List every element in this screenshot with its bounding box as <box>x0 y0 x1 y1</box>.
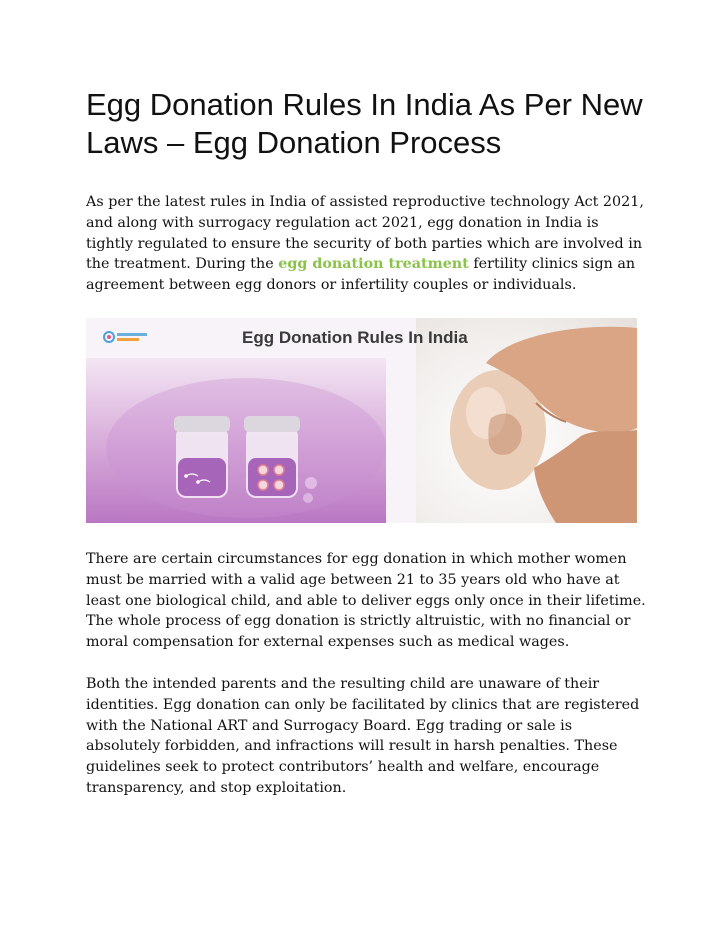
hand-holding-egg-illustration <box>416 318 637 523</box>
banner-heading: Egg Donation Rules In India <box>242 328 468 347</box>
specimen-jars-illustration <box>86 358 386 523</box>
hand-holding-egg-panel <box>416 318 637 523</box>
purple-lab-panel <box>86 358 386 523</box>
clinic-logo <box>102 328 150 346</box>
egg-donation-treatment-link[interactable]: egg donation treatment <box>278 256 469 273</box>
eligibility-paragraph: There are certain circumstances for egg donation in which mother women must be married with a valid age between 21 to 35 years old who have at least one biological child, and able to deliver eggs only once in their lifetime. The whole process of egg donation is strictly altruistic, with no financial or moral compensation for external expenses such as medical wages. <box>86 551 646 651</box>
right-specimen-jar-icon <box>244 416 300 498</box>
egg-donation-banner-image <box>86 318 637 523</box>
page-title: Egg Donation Rules In India As Per New Laws – Egg Donation Process <box>86 87 643 160</box>
anonymity-paragraph: Both the intended parents and the resulting child are unaware of their identities. Egg donation can only be facilitated by clinics that are registered with the National ART and Surrogacy Board. Egg trading or sale is absolutely forbidden, and infractions will result in harsh penalties. These guidelines seek to protect contributors’ health and welfare, encourage transparency, and stop exploitation. <box>86 676 640 796</box>
intro-paragraph <box>86 192 646 296</box>
left-specimen-jar-icon <box>174 416 230 498</box>
intro-text-start: As per the latest rules in India of assisted reproductive technology Act 2021, and along with surrogacy regulation act 2021, egg donation in India is tightly regulated to ensure the security of both parties which are involved in the treatment. During the <box>86 194 644 273</box>
intro-text-end: fertility clinics sign an agreement between egg donors or infertility couples or individuals. <box>86 256 636 294</box>
